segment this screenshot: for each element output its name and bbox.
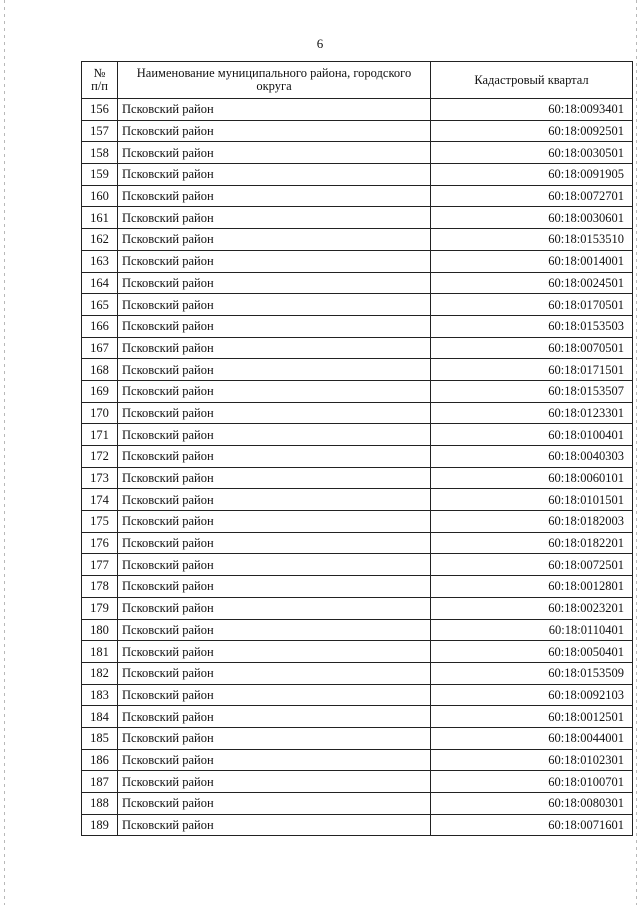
- row-cadastral-quarter: 60:18:0182201: [431, 532, 633, 554]
- row-cadastral-quarter: 60:18:0091905: [431, 164, 633, 186]
- table-row: [82, 294, 633, 316]
- row-number: 179: [82, 597, 118, 619]
- row-cadastral-quarter: 60:18:0014001: [431, 250, 633, 272]
- row-cadastral-quarter: 60:18:0071601: [431, 814, 633, 836]
- row-number: 164: [82, 272, 118, 294]
- table-row: [82, 185, 633, 207]
- row-district-name: Псковский район: [118, 749, 431, 771]
- table-row: [82, 207, 633, 229]
- table-row: [82, 467, 633, 489]
- row-number: 165: [82, 294, 118, 316]
- row-district-name: Псковский район: [118, 294, 431, 316]
- scan-edge-right: [636, 0, 637, 905]
- row-district-name: Псковский район: [118, 619, 431, 641]
- row-number: 168: [82, 359, 118, 381]
- row-district-name: Псковский район: [118, 576, 431, 598]
- row-cadastral-quarter: 60:18:0072501: [431, 554, 633, 576]
- row-cadastral-quarter: 60:18:0102301: [431, 749, 633, 771]
- table-header-row: [82, 62, 633, 99]
- row-cadastral-quarter: 60:18:0170501: [431, 294, 633, 316]
- row-district-name: Псковский район: [118, 250, 431, 272]
- table-row: [82, 337, 633, 359]
- table-row: [82, 727, 633, 749]
- row-district-name: Псковский район: [118, 272, 431, 294]
- row-cadastral-quarter: 60:18:0182003: [431, 511, 633, 533]
- row-district-name: Псковский район: [118, 511, 431, 533]
- row-number: 166: [82, 315, 118, 337]
- row-district-name: Псковский район: [118, 793, 431, 815]
- row-cadastral-quarter: 60:18:0024501: [431, 272, 633, 294]
- row-district-name: Псковский район: [118, 402, 431, 424]
- row-number: 186: [82, 749, 118, 771]
- row-district-name: Псковский район: [118, 532, 431, 554]
- row-cadastral-quarter: 60:18:0060101: [431, 467, 633, 489]
- header-code: Кадастровый квартал: [431, 62, 633, 99]
- row-district-name: Псковский район: [118, 380, 431, 402]
- row-number: 162: [82, 229, 118, 251]
- row-cadastral-quarter: 60:18:0012801: [431, 576, 633, 598]
- row-district-name: Псковский район: [118, 771, 431, 793]
- table-row: [82, 619, 633, 641]
- row-number: 156: [82, 99, 118, 121]
- table-row: [82, 597, 633, 619]
- row-cadastral-quarter: 60:18:0040303: [431, 446, 633, 468]
- row-number: 163: [82, 250, 118, 272]
- row-number: 175: [82, 511, 118, 533]
- row-district-name: Псковский район: [118, 446, 431, 468]
- row-number: 187: [82, 771, 118, 793]
- table-row: [82, 99, 633, 121]
- row-district-name: Псковский район: [118, 229, 431, 251]
- row-cadastral-quarter: 60:18:0030501: [431, 142, 633, 164]
- table-row: [82, 250, 633, 272]
- table-row: [82, 706, 633, 728]
- row-number: 183: [82, 684, 118, 706]
- row-district-name: Псковский район: [118, 120, 431, 142]
- row-number: 159: [82, 164, 118, 186]
- row-cadastral-quarter: 60:18:0153509: [431, 662, 633, 684]
- row-number: 167: [82, 337, 118, 359]
- table-row: [82, 749, 633, 771]
- row-number: 161: [82, 207, 118, 229]
- table-row: [82, 554, 633, 576]
- row-cadastral-quarter: 60:18:0023201: [431, 597, 633, 619]
- row-number: 177: [82, 554, 118, 576]
- row-number: 184: [82, 706, 118, 728]
- row-cadastral-quarter: 60:18:0100701: [431, 771, 633, 793]
- row-district-name: Псковский район: [118, 467, 431, 489]
- row-district-name: Псковский район: [118, 207, 431, 229]
- row-number: 160: [82, 185, 118, 207]
- table-row: [82, 489, 633, 511]
- row-cadastral-quarter: 60:18:0110401: [431, 619, 633, 641]
- row-district-name: Псковский район: [118, 727, 431, 749]
- table-body: [82, 99, 633, 836]
- row-cadastral-quarter: 60:18:0153507: [431, 380, 633, 402]
- table-row: [82, 511, 633, 533]
- cadastral-table: [81, 61, 633, 836]
- table-row: [82, 380, 633, 402]
- row-number: 172: [82, 446, 118, 468]
- row-district-name: Псковский район: [118, 662, 431, 684]
- table-row: [82, 641, 633, 663]
- row-cadastral-quarter: 60:18:0171501: [431, 359, 633, 381]
- table-row: [82, 120, 633, 142]
- row-district-name: Псковский район: [118, 99, 431, 121]
- row-cadastral-quarter: 60:18:0153510: [431, 229, 633, 251]
- row-cadastral-quarter: 60:18:0030601: [431, 207, 633, 229]
- row-number: 170: [82, 402, 118, 424]
- row-cadastral-quarter: 60:18:0050401: [431, 641, 633, 663]
- row-cadastral-quarter: 60:18:0044001: [431, 727, 633, 749]
- row-district-name: Псковский район: [118, 185, 431, 207]
- table-row: [82, 771, 633, 793]
- table-row: [82, 424, 633, 446]
- table-row: [82, 359, 633, 381]
- row-district-name: Псковский район: [118, 164, 431, 186]
- row-cadastral-quarter: 60:18:0070501: [431, 337, 633, 359]
- row-cadastral-quarter: 60:18:0101501: [431, 489, 633, 511]
- row-cadastral-quarter: 60:18:0093401: [431, 99, 633, 121]
- scan-edge-left: [4, 0, 5, 905]
- row-district-name: Псковский район: [118, 814, 431, 836]
- row-number: 185: [82, 727, 118, 749]
- table-row: [82, 446, 633, 468]
- row-number: 188: [82, 793, 118, 815]
- row-district-name: Псковский район: [118, 337, 431, 359]
- row-district-name: Псковский район: [118, 142, 431, 164]
- table-row: [82, 662, 633, 684]
- row-cadastral-quarter: 60:18:0080301: [431, 793, 633, 815]
- row-number: 180: [82, 619, 118, 641]
- row-number: 169: [82, 380, 118, 402]
- row-district-name: Псковский район: [118, 554, 431, 576]
- row-cadastral-quarter: 60:18:0012501: [431, 706, 633, 728]
- row-district-name: Псковский район: [118, 489, 431, 511]
- table-row: [82, 229, 633, 251]
- row-district-name: Псковский район: [118, 684, 431, 706]
- row-district-name: Псковский район: [118, 597, 431, 619]
- header-name: Наименование муниципального района, городского округа: [118, 62, 431, 99]
- table-row: [82, 142, 633, 164]
- table-row: [82, 684, 633, 706]
- table-row: [82, 576, 633, 598]
- table-row: [82, 793, 633, 815]
- row-district-name: Псковский район: [118, 424, 431, 446]
- table-row: [82, 272, 633, 294]
- row-number: 178: [82, 576, 118, 598]
- table-row: [82, 402, 633, 424]
- row-district-name: Псковский район: [118, 641, 431, 663]
- header-num: № п/п: [82, 62, 118, 99]
- row-number: 181: [82, 641, 118, 663]
- row-number: 157: [82, 120, 118, 142]
- table-row: [82, 814, 633, 836]
- row-number: 173: [82, 467, 118, 489]
- row-number: 189: [82, 814, 118, 836]
- row-cadastral-quarter: 60:18:0072701: [431, 185, 633, 207]
- row-district-name: Псковский район: [118, 706, 431, 728]
- row-cadastral-quarter: 60:18:0123301: [431, 402, 633, 424]
- row-district-name: Псковский район: [118, 359, 431, 381]
- row-number: 176: [82, 532, 118, 554]
- row-cadastral-quarter: 60:18:0092501: [431, 120, 633, 142]
- row-number: 174: [82, 489, 118, 511]
- table-row: [82, 315, 633, 337]
- row-cadastral-quarter: 60:18:0100401: [431, 424, 633, 446]
- table-row: [82, 532, 633, 554]
- row-district-name: Псковский район: [118, 315, 431, 337]
- row-number: 182: [82, 662, 118, 684]
- table-row: [82, 164, 633, 186]
- row-number: 171: [82, 424, 118, 446]
- row-cadastral-quarter: 60:18:0092103: [431, 684, 633, 706]
- page-number: 6: [316, 36, 324, 51]
- row-cadastral-quarter: 60:18:0153503: [431, 315, 633, 337]
- row-number: 158: [82, 142, 118, 164]
